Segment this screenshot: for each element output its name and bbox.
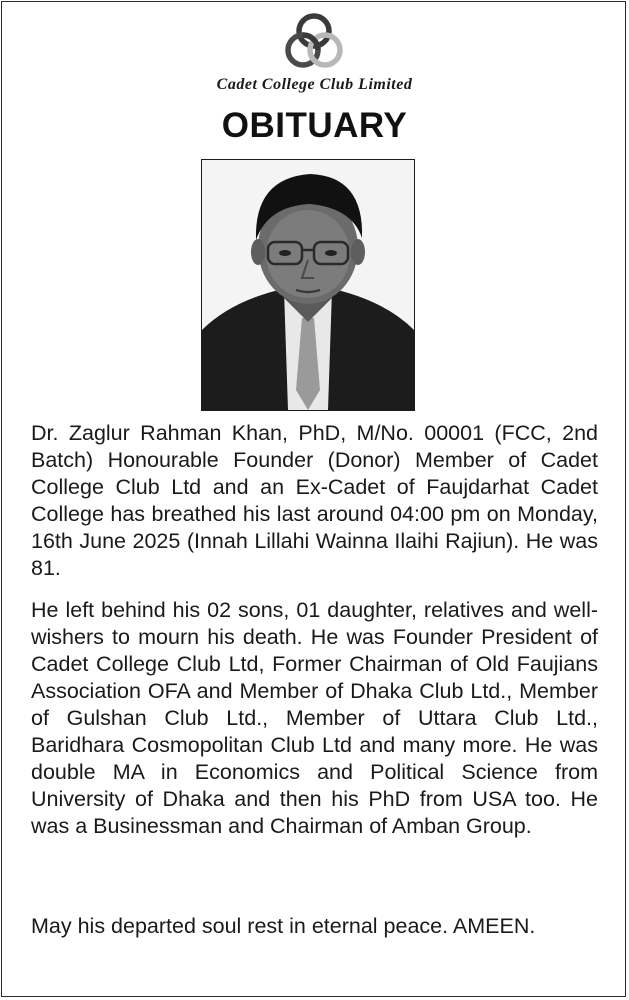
club-logo-icon bbox=[280, 12, 348, 74]
obituary-paragraph-1: Dr. Zaglur Rahman Khan, PhD, M/No. 00001 (FCC, 2nd Batch) Honourable Founder (Donor) Member of Cadet College Club Ltd and an Ex-Cadet of Faujdarhat Cadet College has breathed his last around 04:00 pm on Monday, 16th June 2025 (Innah Lillahi Wainna Ilaihi Rajiun). He was 81. bbox=[31, 421, 598, 580]
portrait-photo bbox=[201, 159, 415, 411]
page-title: OBITUARY bbox=[221, 106, 408, 145]
club-name: Cadet College Club Limited bbox=[216, 76, 413, 93]
portrait-image bbox=[202, 160, 414, 410]
obituary-paragraph-2: He left behind his 02 sons, 01 daughter, relatives and well-wishers to mourn his death. He was Founder President of Cadet College Club Ltd, Former Chairman of Old Faujians Association OFA and Member of Dhaka Club Ltd., Member of Gulshan Club Ltd., Member of Uttara Club Ltd., Baridhara Cosmopolitan Club Ltd and many more. He was double MA in Economics and Political Science from University of Dhaka and then his PhD from USA too. He was a Businessman and Chairman of Amban Group. bbox=[31, 598, 598, 838]
obituary-paragraph-3: May his departed soul rest in eternal peace. AMEEN. bbox=[31, 914, 536, 938]
